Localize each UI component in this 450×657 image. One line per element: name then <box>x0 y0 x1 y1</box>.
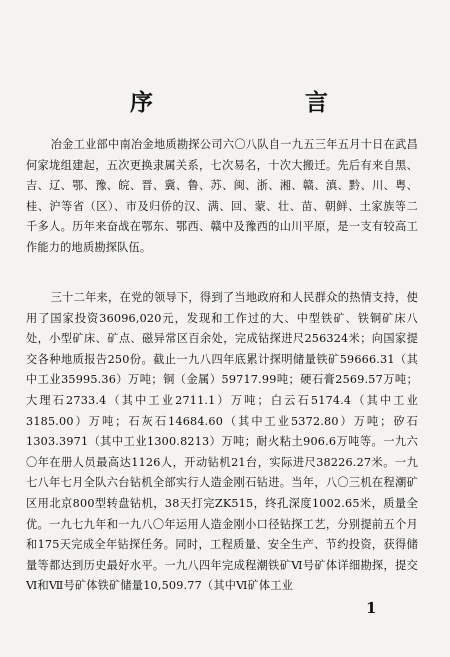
page-number: 1 <box>366 599 377 617</box>
title-char-2: 言 <box>305 89 330 116</box>
paragraph-1: 冶金工业部中南冶金地质勘探公司六〇八队自一九五三年五月十日在武昌何家垅组建起，五次更换隶属关系，七次易名，十次大搬迁。先后有来自黑、吉、辽、鄂、豫、皖、晋、冀、鲁、苏、闽、浙、湘、赣、滇、黔、川、粤、桂、沪等省（区）、市及归侨的汉、满、回、蒙、壮、苗、朝鲜、土家族等二千多人。历年来奋战在鄂东、鄂西、赣中及豫西的山川平原，是一支有较高工作能力的地质勘探队伍。 <box>26 138 418 254</box>
title-char-1: 序 <box>130 89 155 116</box>
page-title <box>130 84 330 117</box>
paragraph-2: 三十二年来，在党的领导下，得到了当地政府和人民群众的热情支持，使用了国家投资36096,020元，发现和工作过的大、中型铁矿、铁铜矿床八处，小型矿床、矿点、磁异常区百余处，完成钻探进尺256324米；向国家提交各种地质报告250份。截止一九八四年底累计探明储量铁矿59666.31（其中工业35995.36）万吨；铜（金属）59717.99吨；硬石膏2569.57万吨；大理石2733.4（其中工业2711.1）万吨；白云石5174.4（其中工业3185.00）万吨；石灰石14684.60（其中工业5372.80）万吨；矽石1303.3971（其中工业1300.8213）万吨；耐火粘土906.6万吨等。一九六〇年在册人员最高达1126人，开动钻机21台，实际进尺38226.27米。一九七八年七月全队六台钻机全部实行人造金刚石钻进。当年，八〇三机在程潮矿区用北京800型转盘钻机，38天打完ZK515，终孔深度1002.65米，质量全优。一九七九年和一九八〇年运用人造金刚小口径钻探工艺，分别提前五个月和175天完成全年钻探任务。同时，工程质量、安全生产、节约投资，获得储量等都达到历史最好水平。一九八四年完成程潮铁矿Ⅵ号矿体详细勘探，提交Ⅵ和Ⅶ号矿体铁矿储量10,509.77（其中Ⅵ矿体工业 <box>26 291 418 593</box>
